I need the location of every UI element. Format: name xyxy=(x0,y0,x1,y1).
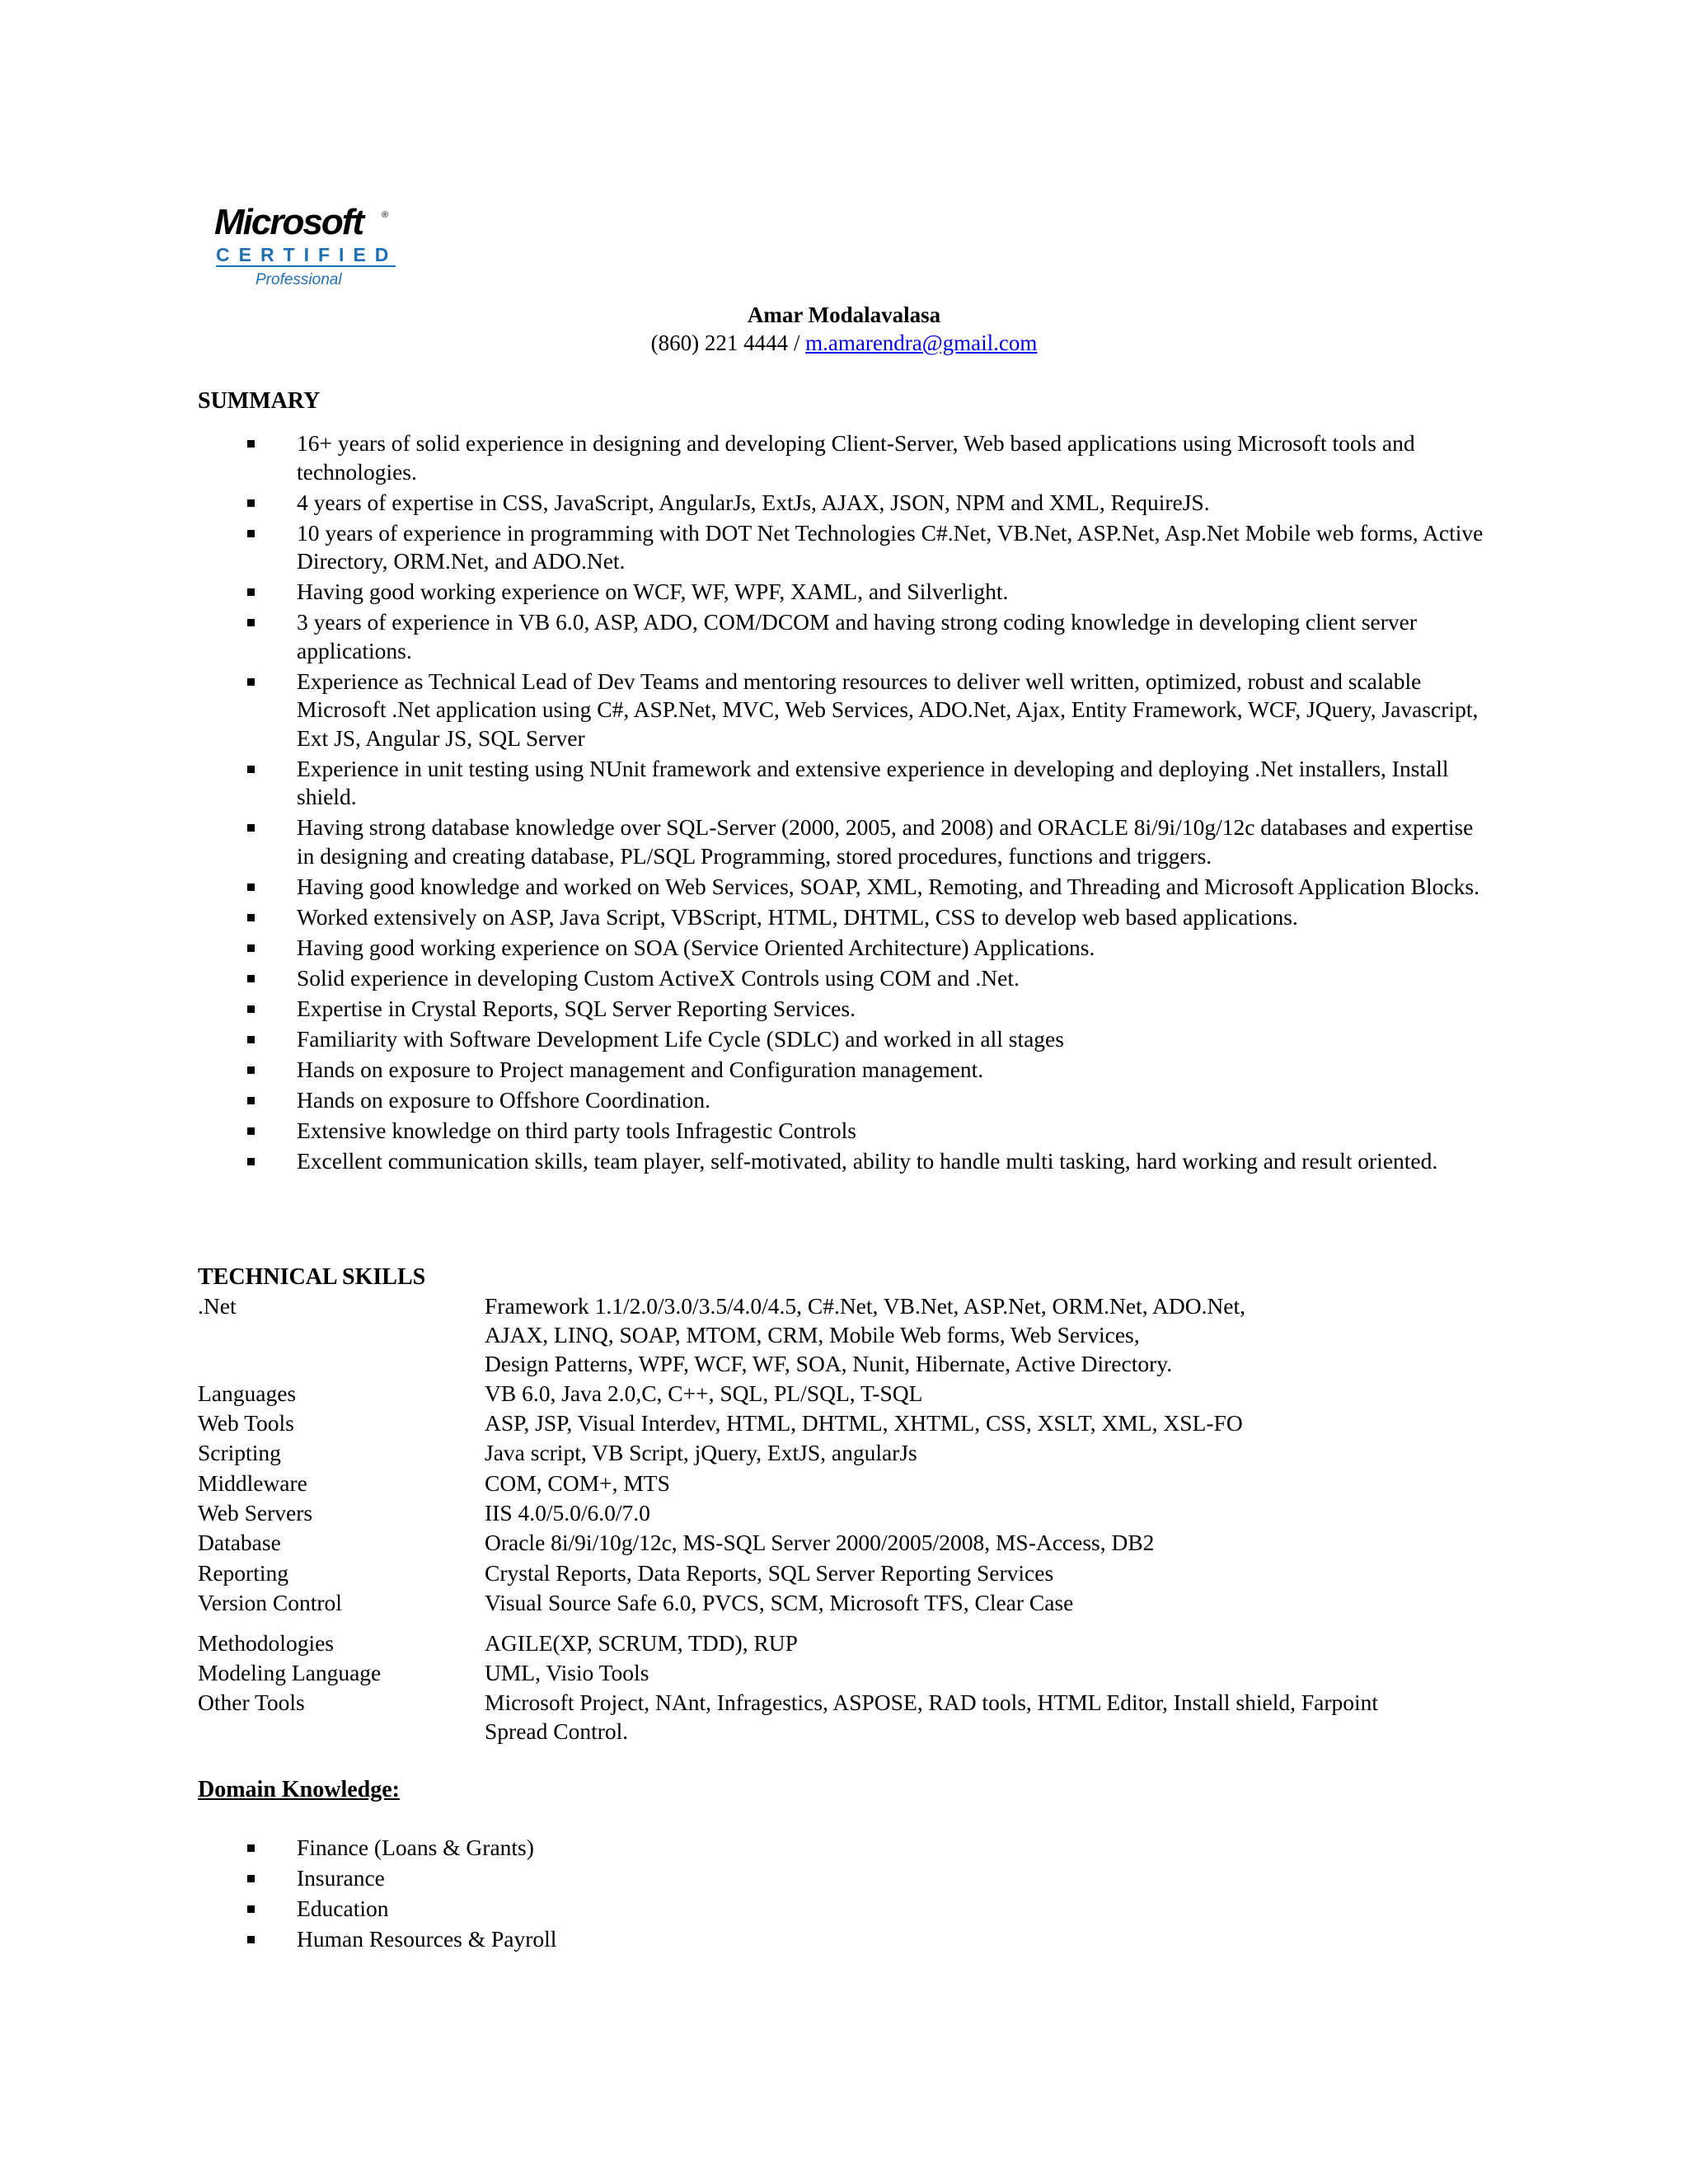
list-item xyxy=(198,813,1484,870)
skill-value-line: Spread Control. xyxy=(485,1718,629,1745)
list-item-text: 4 years of expertise in CSS, JavaScript, AngularJs, ExtJs, AJAX, JSON, NPM and XML, RequireJS. xyxy=(297,489,1210,515)
skill-value xyxy=(485,1629,1484,1658)
list-item-text: Solid experience in developing Custom ActiveX Controls using COM and .Net. xyxy=(297,964,1020,991)
skill-value xyxy=(485,1439,1484,1468)
bullet-square-icon xyxy=(247,944,255,952)
bullet-square-icon xyxy=(247,1158,255,1165)
list-item-text: 10 years of experience in programming with DOT Net Technologies C#.Net, VB.Net, ASP.Net, Asp.Net Mobile web forms, Active Directory, ORM.Net, and ADO.Net. xyxy=(297,519,1484,574)
bullet-square-icon xyxy=(247,883,255,891)
skill-row xyxy=(198,1380,1484,1408)
skill-row xyxy=(198,1629,1484,1658)
list-item xyxy=(198,1925,1484,1954)
resume-header xyxy=(0,301,1688,357)
list-item xyxy=(198,429,1484,486)
list-item-text: Finance (Loans & Grants) xyxy=(297,1835,534,1860)
bullet-square-icon xyxy=(247,914,255,921)
skill-value xyxy=(485,1469,1484,1498)
list-item xyxy=(198,934,1484,963)
skill-value-line: Design Patterns, WPF, WCF, WF, SOA, Nunit, Hibernate, Active Directory. xyxy=(485,1350,1173,1376)
skill-row xyxy=(198,1659,1484,1688)
bullet-square-icon xyxy=(247,440,255,448)
skill-label: Languages xyxy=(198,1380,297,1406)
microsoft-certified-logo xyxy=(213,201,402,293)
skill-value-line: Framework 1.1/2.0/3.0/3.5/4.0/4.5, C#.Net, VB.Net, ASP.Net, ORM.Net, ADO.Net, xyxy=(485,1293,1246,1319)
skill-row xyxy=(198,1292,1484,1378)
summary-list xyxy=(198,429,1484,1178)
list-item xyxy=(198,755,1484,812)
list-item xyxy=(198,519,1484,576)
bullet-square-icon xyxy=(247,530,255,537)
list-item-text: Experience in unit testing using NUnit framework and extensive experience in developing and deploying .Net installers, Install shield. xyxy=(297,755,1449,809)
skill-label: Modeling Language xyxy=(198,1660,382,1686)
list-item-text: Hands on exposure to Offshore Coordination. xyxy=(297,1086,711,1113)
skill-value-line: IIS 4.0/5.0/6.0/7.0 xyxy=(485,1500,650,1526)
skill-value-line: Crystal Reports, Data Reports, SQL Server Reporting Services xyxy=(485,1559,1054,1586)
skill-value-line: Visual Source Safe 6.0, PVCS, SCM, Microsoft TFS, Clear Case xyxy=(485,1589,1074,1615)
skill-row xyxy=(198,1529,1484,1558)
bullet-square-icon xyxy=(247,1127,255,1135)
list-item xyxy=(198,903,1484,932)
bullet-square-icon xyxy=(247,975,255,982)
skill-value-line: COM, COM+, MTS xyxy=(485,1469,670,1496)
list-item xyxy=(198,1834,1484,1863)
skill-row xyxy=(198,1589,1484,1618)
list-item-text: Worked extensively on ASP, Java Script, VBScript, HTML, DHTML, CSS to develop web based applications. xyxy=(297,903,1298,930)
bullet-square-icon xyxy=(247,766,255,773)
skill-value-line: Microsoft Project, NAnt, Infragestics, ASPOSE, RAD tools, HTML Editor, Install shield, Farpoint xyxy=(485,1690,1379,1716)
list-item xyxy=(198,1147,1484,1176)
domain-knowledge-heading: Domain Knowledge: xyxy=(198,1777,400,1802)
skill-value xyxy=(485,1292,1484,1378)
list-item-text: Excellent communication skills, team player, self-motivated, ability to handle multi tasking, hard working and result oriented. xyxy=(297,1147,1438,1174)
contact-separator: / xyxy=(788,330,806,355)
skill-label: Web Tools xyxy=(198,1410,294,1436)
skill-label: Version Control xyxy=(198,1589,342,1615)
list-item xyxy=(198,1117,1484,1146)
bullet-square-icon xyxy=(247,1005,255,1013)
svg-text:Microsoft: Microsoft xyxy=(214,202,363,242)
skill-label: Reporting xyxy=(198,1559,288,1586)
list-item-text: 3 years of experience in VB 6.0, ASP, ADO, COM/DCOM and having strong coding knowledge in developing client server applications. xyxy=(297,609,1418,663)
list-item xyxy=(198,578,1484,607)
bullet-square-icon xyxy=(247,1844,255,1852)
list-item-text: 16+ years of solid experience in designing and developing Client-Server, Web based applications using Microsoft tools and technologies. xyxy=(297,430,1415,485)
list-item xyxy=(198,1086,1484,1115)
skill-value xyxy=(485,1589,1484,1618)
phone-number: (860) 221 4444 xyxy=(650,330,789,355)
skill-row xyxy=(198,1409,1484,1438)
svg-text:Professional: Professional xyxy=(256,271,342,288)
bullet-square-icon xyxy=(247,619,255,626)
skill-value-line: Oracle 8i/9i/10g/12c, MS-SQL Server 2000/2005/2008, MS-Access, DB2 xyxy=(485,1530,1155,1556)
skill-label: Web Servers xyxy=(198,1500,313,1526)
bullet-square-icon xyxy=(247,1936,255,1943)
skill-value-line: UML, Visio Tools xyxy=(485,1660,649,1686)
domain-knowledge-list xyxy=(198,1834,1484,1956)
skill-value xyxy=(485,1409,1484,1438)
candidate-name: Amar Modalavalasa xyxy=(747,302,941,327)
skill-row xyxy=(198,1469,1484,1498)
bullet-square-icon xyxy=(247,1097,255,1104)
skill-value-line: ASP, JSP, Visual Interdev, HTML, DHTML, XHTML, CSS, XSLT, XML, XSL-FO xyxy=(485,1410,1243,1436)
bullet-square-icon xyxy=(247,1066,255,1074)
bullet-square-icon xyxy=(247,1905,255,1913)
skill-label: Middleware xyxy=(198,1469,307,1496)
skill-value-line: AJAX, LINQ, SOAP, MTOM, CRM, Mobile Web forms, Web Services, xyxy=(485,1321,1140,1347)
contact-line xyxy=(0,329,1688,357)
skill-value xyxy=(485,1380,1484,1408)
bullet-square-icon xyxy=(247,1875,255,1882)
list-item-text: Familiarity with Software Development Life Cycle (SDLC) and worked in all stages xyxy=(297,1025,1064,1052)
list-item xyxy=(198,1025,1484,1054)
bullet-square-icon xyxy=(247,499,255,507)
skill-value xyxy=(485,1529,1484,1558)
technical-skills-heading: TECHNICAL SKILLS xyxy=(198,1264,426,1290)
list-item-text: Having strong database knowledge over SQL-Server (2000, 2005, and 2008) and ORACLE 8i/9i/10g/12c databases and expertise in designing and creating database, PL/SQL Programming, stored procedures, functions and triggers. xyxy=(297,814,1474,869)
svg-text:CERTIFIED: CERTIFIED xyxy=(216,244,398,265)
skill-label: Scripting xyxy=(198,1440,281,1466)
list-item xyxy=(198,489,1484,518)
skill-value-line: AGILE(XP, SCRUM, TDD), RUP xyxy=(485,1629,798,1656)
list-item xyxy=(198,608,1484,665)
list-item xyxy=(198,873,1484,902)
skill-row xyxy=(198,1689,1484,1746)
skill-row xyxy=(198,1439,1484,1468)
bullet-square-icon xyxy=(247,824,255,832)
skill-row xyxy=(198,1559,1484,1588)
skill-label: Other Tools xyxy=(198,1690,305,1716)
svg-text:®: ® xyxy=(382,210,389,220)
skill-label: Database xyxy=(198,1530,281,1556)
list-item-text: Extensive knowledge on third party tools Infragestic Controls xyxy=(297,1117,856,1143)
bullet-square-icon xyxy=(247,1036,255,1043)
list-item-text: Insurance xyxy=(297,1865,385,1891)
skill-row xyxy=(198,1499,1484,1528)
skill-value xyxy=(485,1559,1484,1588)
list-item-text: Human Resources & Payroll xyxy=(297,1926,557,1952)
list-item xyxy=(198,964,1484,993)
list-item-text: Expertise in Crystal Reports, SQL Server Reporting Services. xyxy=(297,995,856,1021)
bullet-square-icon xyxy=(247,588,255,596)
skill-value xyxy=(485,1659,1484,1688)
skill-value xyxy=(485,1689,1484,1746)
technical-skills-table xyxy=(198,1292,1484,1747)
list-item-text: Having good knowledge and worked on Web Services, SOAP, XML, Remoting, and Threading and Microsoft Application Blocks. xyxy=(297,873,1479,899)
bullet-square-icon xyxy=(247,678,255,686)
list-item-text: Education xyxy=(297,1896,389,1921)
skill-label: Methodologies xyxy=(198,1629,334,1656)
email-link[interactable]: m.amarendra@gmail.com xyxy=(805,330,1038,355)
list-item xyxy=(198,995,1484,1024)
list-item xyxy=(198,1056,1484,1085)
skill-value-line: Java script, VB Script, jQuery, ExtJS, angularJs xyxy=(485,1440,917,1466)
skill-value-line: VB 6.0, Java 2.0,C, C++, SQL, PL/SQL, T-SQL xyxy=(485,1380,923,1406)
list-item-text: Experience as Technical Lead of Dev Teams and mentoring resources to deliver well written, optimized, robust and scalable Microsoft .Net application using C#, ASP.Net, MVC, Web Services, ADO.Net, Ajax, Entity Framework, WCF, JQuery, Javascript, Ext JS, Angular JS, SQL Server xyxy=(297,668,1479,751)
list-item xyxy=(198,668,1484,753)
list-item xyxy=(198,1864,1484,1893)
skill-label: .Net xyxy=(198,1293,237,1319)
list-item-text: Having good working experience on WCF, WF, WPF, XAML, and Silverlight. xyxy=(297,579,1009,604)
summary-heading: SUMMARY xyxy=(198,388,321,414)
list-item-text: Having good working experience on SOA (Service Oriented Architecture) Applications. xyxy=(297,934,1095,960)
skill-value xyxy=(485,1499,1484,1528)
list-item-text: Hands on exposure to Project management and Configuration management. xyxy=(297,1056,984,1082)
list-item xyxy=(198,1895,1484,1924)
